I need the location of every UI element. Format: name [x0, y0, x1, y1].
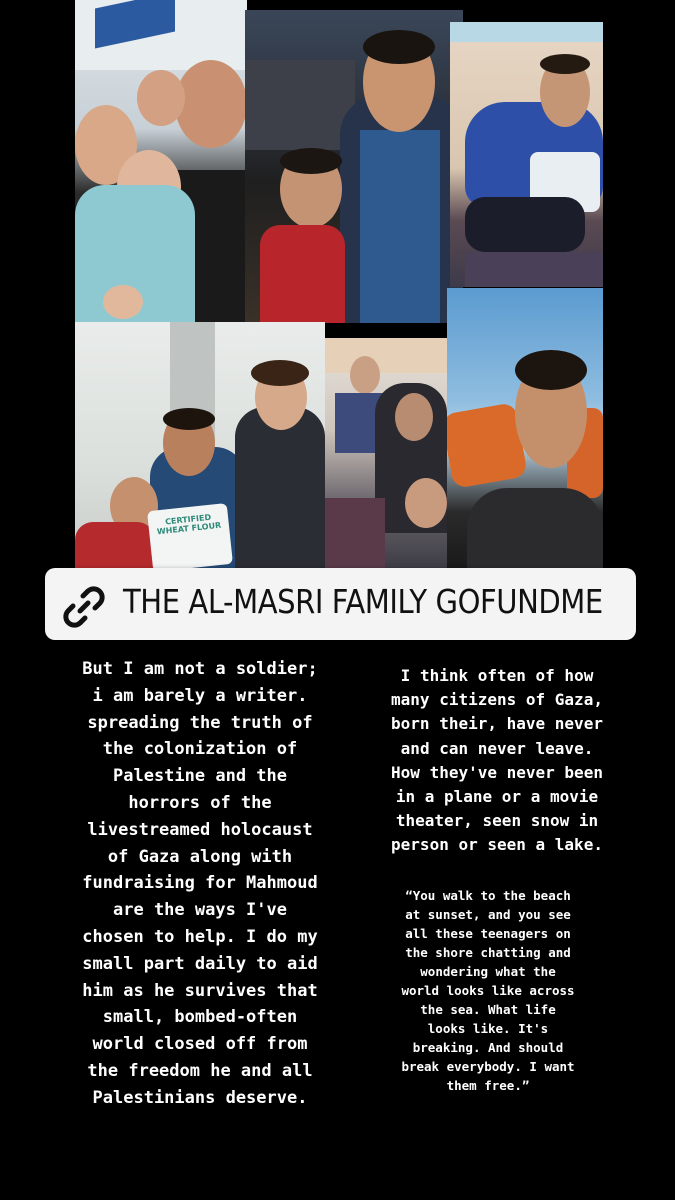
photo-children-flour-bag	[75, 322, 325, 568]
photo-sitting-flour	[450, 22, 603, 287]
left-paragraph: But I am not a soldier; i am barely a writer. spreading the truth of the colonization of Palestine and the horrors of the livestreamed holocaust of Gaza along with fundraising for Mahmoud are the ways I've chosen to help. I do my small part daily to aid him as he survives that small, bombed-often world closed off from the freedom he and all Palestinians deserve.	[82, 659, 318, 1108]
right-paragraph: I think often of how many citizens of Gaza, born their, have never and can never leave. How they've never been in a plane or a movie theater, seen snow in person or seen a lake.	[391, 666, 603, 855]
link-sticker-label: THE AL-MASRI FAMILY GOFUNDME	[123, 582, 603, 621]
link-icon	[59, 582, 109, 632]
photo-water-canisters	[447, 288, 603, 568]
quote-paragraph: “You walk to the beach at sunset, and you see all these teenagers on the shore chatting and wondering what the world looks like across the sea. What life looks like. It's breaking. And should break everybody. I want them free.”	[401, 888, 575, 1093]
photo-family-selfie	[75, 0, 247, 322]
photo-elder-woman	[325, 338, 447, 568]
flour-bag	[147, 503, 233, 568]
gofundme-link-sticker[interactable]	[45, 568, 636, 640]
flour-bag-label: CERTIFIED WHEAT FLOUR	[156, 512, 222, 537]
photo-night-boy	[245, 10, 463, 323]
